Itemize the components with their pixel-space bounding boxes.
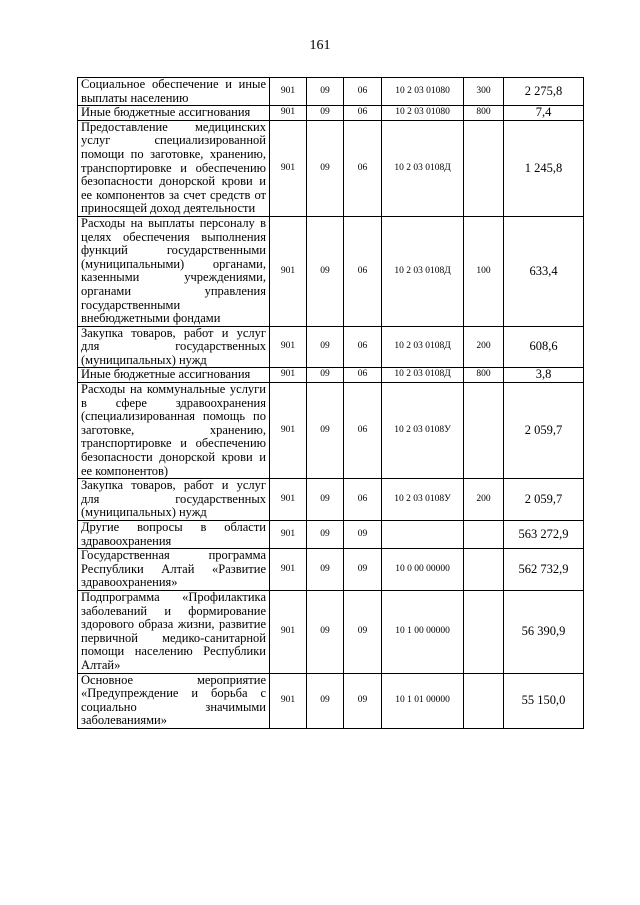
section-code-cell: 09 — [307, 326, 344, 368]
section-code-cell: 09 — [307, 549, 344, 591]
target-article-code-cell: 10 2 03 0108Д — [382, 216, 464, 326]
amount-cell: 2 275,8 — [504, 78, 584, 106]
table-row — [78, 78, 584, 106]
amount-cell: 563 272,9 — [504, 521, 584, 549]
expense-type-code-cell — [464, 521, 504, 549]
page-number: 161 — [309, 38, 331, 53]
expense-type-code-cell — [464, 549, 504, 591]
subsection-code-cell: 06 — [344, 383, 382, 479]
amount-cell: 3,8 — [504, 368, 584, 383]
table-row — [78, 326, 584, 368]
department-code-cell: 901 — [270, 383, 307, 479]
section-code-cell: 09 — [307, 368, 344, 383]
amount-cell: 2 059,7 — [504, 479, 584, 521]
subsection-code-cell: 06 — [344, 368, 382, 383]
item-name-cell: Другие вопросы в области здравоохранения — [78, 521, 270, 549]
subsection-code-cell: 09 — [344, 521, 382, 549]
section-code-cell: 09 — [307, 479, 344, 521]
section-code-cell: 09 — [307, 521, 344, 549]
department-code-cell: 901 — [270, 120, 307, 216]
subsection-code-cell: 06 — [344, 78, 382, 106]
target-article-code-cell: 10 1 00 00000 — [382, 590, 464, 673]
expense-type-code-cell: 300 — [464, 78, 504, 106]
expense-type-code-cell — [464, 673, 504, 728]
amount-cell: 2 059,7 — [504, 383, 584, 479]
expense-type-code-cell: 800 — [464, 106, 504, 121]
table-row — [78, 673, 584, 728]
table-row — [78, 368, 584, 383]
item-name-cell: Расходы на выплаты персоналу в целях обеспечения выполнения функций государственными (муниципальными) органами, казенными учреждениями, органами управления государственными внебюджетными фондами — [78, 216, 270, 326]
target-article-code-cell: 10 2 03 0108Д — [382, 120, 464, 216]
subsection-code-cell: 09 — [344, 590, 382, 673]
amount-cell: 562 732,9 — [504, 549, 584, 591]
amount-cell: 608,6 — [504, 326, 584, 368]
department-code-cell: 901 — [270, 549, 307, 591]
item-name-cell: Предоставление медицинских услуг специализированной помощи по заготовке, хранению, транспортировке и обеспечению безопасности донорской крови и ее компонентов за счет средств от приносящей доход деятельности — [78, 120, 270, 216]
expense-type-code-cell — [464, 383, 504, 479]
table-row — [78, 521, 584, 549]
subsection-code-cell: 06 — [344, 106, 382, 121]
section-code-cell: 09 — [307, 106, 344, 121]
subsection-code-cell: 06 — [344, 120, 382, 216]
expense-type-code-cell: 200 — [464, 479, 504, 521]
target-article-code-cell: 10 2 03 0108Д — [382, 368, 464, 383]
amount-cell: 1 245,8 — [504, 120, 584, 216]
table-row — [78, 216, 584, 326]
subsection-code-cell: 09 — [344, 549, 382, 591]
section-code-cell: 09 — [307, 120, 344, 216]
amount-cell: 7,4 — [504, 106, 584, 121]
amount-cell: 56 390,9 — [504, 590, 584, 673]
target-article-code-cell: 10 2 03 01080 — [382, 106, 464, 121]
table-row — [78, 383, 584, 479]
subsection-code-cell: 06 — [344, 216, 382, 326]
department-code-cell: 901 — [270, 78, 307, 106]
target-article-code-cell: 10 2 03 01080 — [382, 78, 464, 106]
target-article-code-cell: 10 0 00 00000 — [382, 549, 464, 591]
subsection-code-cell: 06 — [344, 479, 382, 521]
section-code-cell: 09 — [307, 78, 344, 106]
target-article-code-cell — [382, 521, 464, 549]
item-name-cell: Государственная программа Республики Алтай «Развитие здравоохранения» — [78, 549, 270, 591]
expense-type-code-cell — [464, 590, 504, 673]
expense-type-code-cell: 800 — [464, 368, 504, 383]
table-row — [78, 120, 584, 216]
section-code-cell: 09 — [307, 673, 344, 728]
target-article-code-cell: 10 2 03 0108Д — [382, 326, 464, 368]
department-code-cell: 901 — [270, 521, 307, 549]
department-code-cell: 901 — [270, 326, 307, 368]
item-name-cell: Социальное обеспечение и иные выплаты населению — [78, 78, 270, 106]
subsection-code-cell: 06 — [344, 326, 382, 368]
item-name-cell: Основное мероприятие «Предупреждение и борьба с социально значимыми заболеваниями» — [78, 673, 270, 728]
department-code-cell: 901 — [270, 106, 307, 121]
budget-table — [77, 77, 584, 729]
subsection-code-cell: 09 — [344, 673, 382, 728]
department-code-cell: 901 — [270, 368, 307, 383]
target-article-code-cell: 10 1 01 00000 — [382, 673, 464, 728]
expense-type-code-cell: 100 — [464, 216, 504, 326]
section-code-cell: 09 — [307, 383, 344, 479]
amount-cell: 633,4 — [504, 216, 584, 326]
department-code-cell: 901 — [270, 216, 307, 326]
department-code-cell: 901 — [270, 590, 307, 673]
item-name-cell: Закупка товаров, работ и услуг для государственных (муниципальных) нужд — [78, 326, 270, 368]
table-row — [78, 549, 584, 591]
expense-type-code-cell — [464, 120, 504, 216]
item-name-cell: Закупка товаров, работ и услуг для государственных (муниципальных) нужд — [78, 479, 270, 521]
amount-cell: 55 150,0 — [504, 673, 584, 728]
target-article-code-cell: 10 2 03 0108У — [382, 479, 464, 521]
budget-table-body — [78, 78, 584, 729]
table-row — [78, 479, 584, 521]
table-row — [78, 590, 584, 673]
target-article-code-cell: 10 2 03 0108У — [382, 383, 464, 479]
table-row — [78, 106, 584, 121]
expense-type-code-cell: 200 — [464, 326, 504, 368]
department-code-cell: 901 — [270, 673, 307, 728]
section-code-cell: 09 — [307, 590, 344, 673]
item-name-cell: Расходы на коммунальные услуги в сфере здравоохранения (специализированная помощь по заготовке, хранению, транспортировке и обеспечению безопасности донорской крови и ее компонентов) — [78, 383, 270, 479]
item-name-cell: Иные бюджетные ассигнования — [78, 106, 270, 121]
section-code-cell: 09 — [307, 216, 344, 326]
department-code-cell: 901 — [270, 479, 307, 521]
item-name-cell: Иные бюджетные ассигнования — [78, 368, 270, 383]
item-name-cell: Подпрограмма «Профилактика заболеваний и формирование здорового образа жизни, развитие первичной медико-санитарной помощи населению Республики Алтай» — [78, 590, 270, 673]
